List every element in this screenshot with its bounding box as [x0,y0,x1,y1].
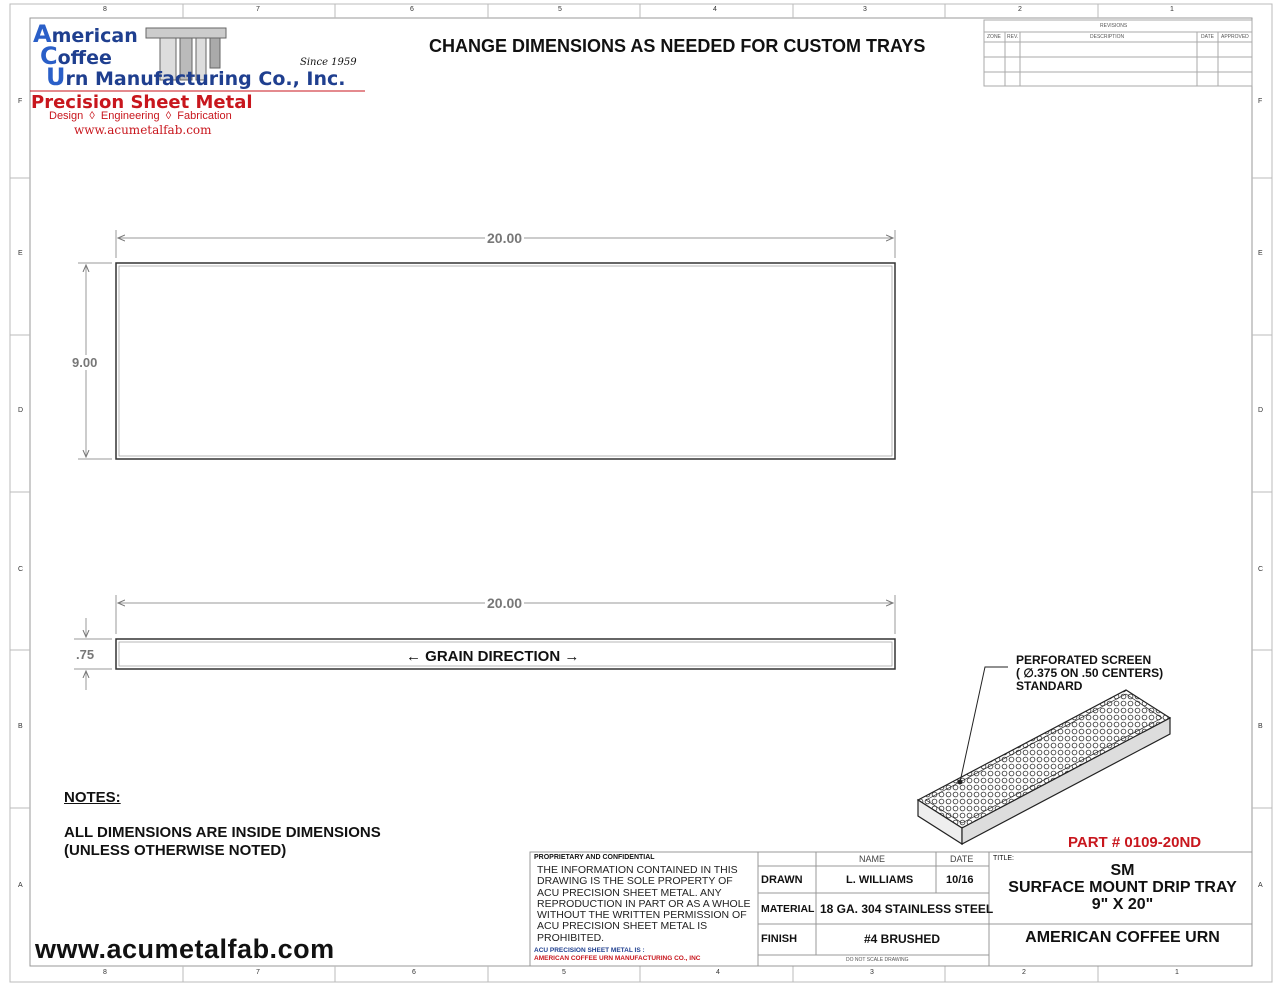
revisions-title: REVISIONS [1100,23,1128,29]
zone-left-e: E [18,250,23,257]
side-width-label: 20.00 [487,595,523,611]
tb-material-value: 18 GA. 304 STAINLESS STEEL [820,902,994,916]
zone-top-7: 7 [256,6,260,13]
proprietary-body: THE INFORMATION CONTAINED IN THIS DRAWING IS THE SOLE PROPERTY OF ACU PRECISION SHEET METAL. ANY REPRODUCTION IN PART OR AS A WHOLE WITHOUT THE WRITTEN PERMISSION OF ACU PRECISION SHEET METAL IS PROHIBITED. [537,864,751,944]
zone-left-b: B [18,723,23,730]
zone-top-1: 1 [1170,6,1174,13]
zone-bottom-8: 8 [103,969,107,976]
logo-url: www.acumetalfab.com [74,123,212,137]
zone-bottom-4: 4 [716,969,720,976]
footer-url: www.acumetalfab.com [35,934,335,964]
grain-direction-label: ← GRAIN DIRECTION → [406,648,580,665]
tb-finish-label: FINISH [761,933,798,945]
zone-right-c: C [1258,566,1264,573]
top-width-label: 20.00 [487,230,523,246]
revisions-col-description: DESCRIPTION [1090,34,1125,40]
tb-title: SM SURFACE MOUNT DRIP TRAY 9" X 20" [1008,862,1237,913]
zone-top-6: 6 [410,6,414,13]
zone-bottom-3: 3 [870,969,874,976]
zone-bottom-5: 5 [562,969,566,976]
tb-date-header: DATE [950,854,974,864]
side-height-label: .75 [76,647,95,662]
proprietary-owner: AMERICAN COFFEE URN MANUFACTURING CO., INC [534,955,701,962]
tb-finish-value: #4 BRUSHED [864,932,941,946]
tb-material-label: MATERIAL [761,903,815,915]
zone-right-a: A [1258,882,1263,889]
proprietary-heading: PROPRIETARY AND CONFIDENTIAL [534,854,655,861]
zone-right-f: F [1258,98,1263,105]
part-number: PART # 0109-20ND [1068,834,1202,851]
zone-top-2: 2 [1018,6,1022,13]
revisions-col-approved: APPROVED [1221,34,1249,40]
revisions-col-rev: REV. [1007,34,1019,40]
zone-left-f: F [18,98,23,105]
callout-dot [958,780,963,785]
revisions-col-zone: ZONE [987,34,1001,40]
zone-top-8: 8 [103,6,107,13]
tb-name-header: NAME [859,854,886,864]
zone-bottom-6: 6 [412,969,416,976]
tb-drawn-label: DRAWN [761,874,803,886]
tb-title-label: TITLE: [993,855,1015,862]
logo-line-american: American [33,20,138,48]
notes-body: ALL DIMENSIONS ARE INSIDE DIMENSIONS (UNLESS OTHERWISE NOTED) [64,824,381,859]
zone-bottom-2: 2 [1022,969,1026,976]
logo-since: Since 1959 [300,57,357,68]
proprietary-owner-label: ACU PRECISION SHEET METAL IS : [534,947,645,954]
zone-left-a: A [18,882,23,889]
zone-bottom-7: 7 [256,969,260,976]
zone-bottom-1: 1 [1175,969,1179,976]
top-view-outline [116,263,895,459]
tb-drawn-name: L. WILLIAMS [846,874,914,886]
zone-top-5: 5 [558,6,562,13]
zone-left-c: C [18,566,24,573]
notes-title: NOTES: [64,789,121,806]
revision-table [984,20,1252,86]
zone-right-e: E [1258,250,1263,257]
logo-line-urn: Urn Manufacturing Co., Inc. [46,63,346,91]
tb-scale-note: DO NOT SCALE DRAWING [846,957,909,963]
perforated-screen-callout: PERFORATED SCREEN ( ∅.375 ON .50 CENTERS) STANDARD [1016,653,1164,693]
zone-right-b: B [1258,723,1263,730]
logo-subtitle: Precision Sheet Metal [31,92,253,113]
revisions-col-date: DATE [1201,34,1214,40]
header-note: CHANGE DIMENSIONS AS NEEDED FOR CUSTOM TRAYS [429,36,926,56]
top-height-label: 9.00 [72,355,98,370]
zone-top-3: 3 [863,6,867,13]
logo-line-coffee: Coffee [40,42,112,70]
tb-drawn-date: 10/16 [946,874,974,886]
drip-tray-isometric [918,690,1170,844]
zone-left-d: D [18,407,24,414]
logo-services: Design ◊ Engineering ◊ Fabrication [49,110,232,122]
tb-company: AMERICAN COFFEE URN [1025,929,1220,946]
zone-right-d: D [1258,407,1264,414]
zone-top-4: 4 [713,6,717,13]
